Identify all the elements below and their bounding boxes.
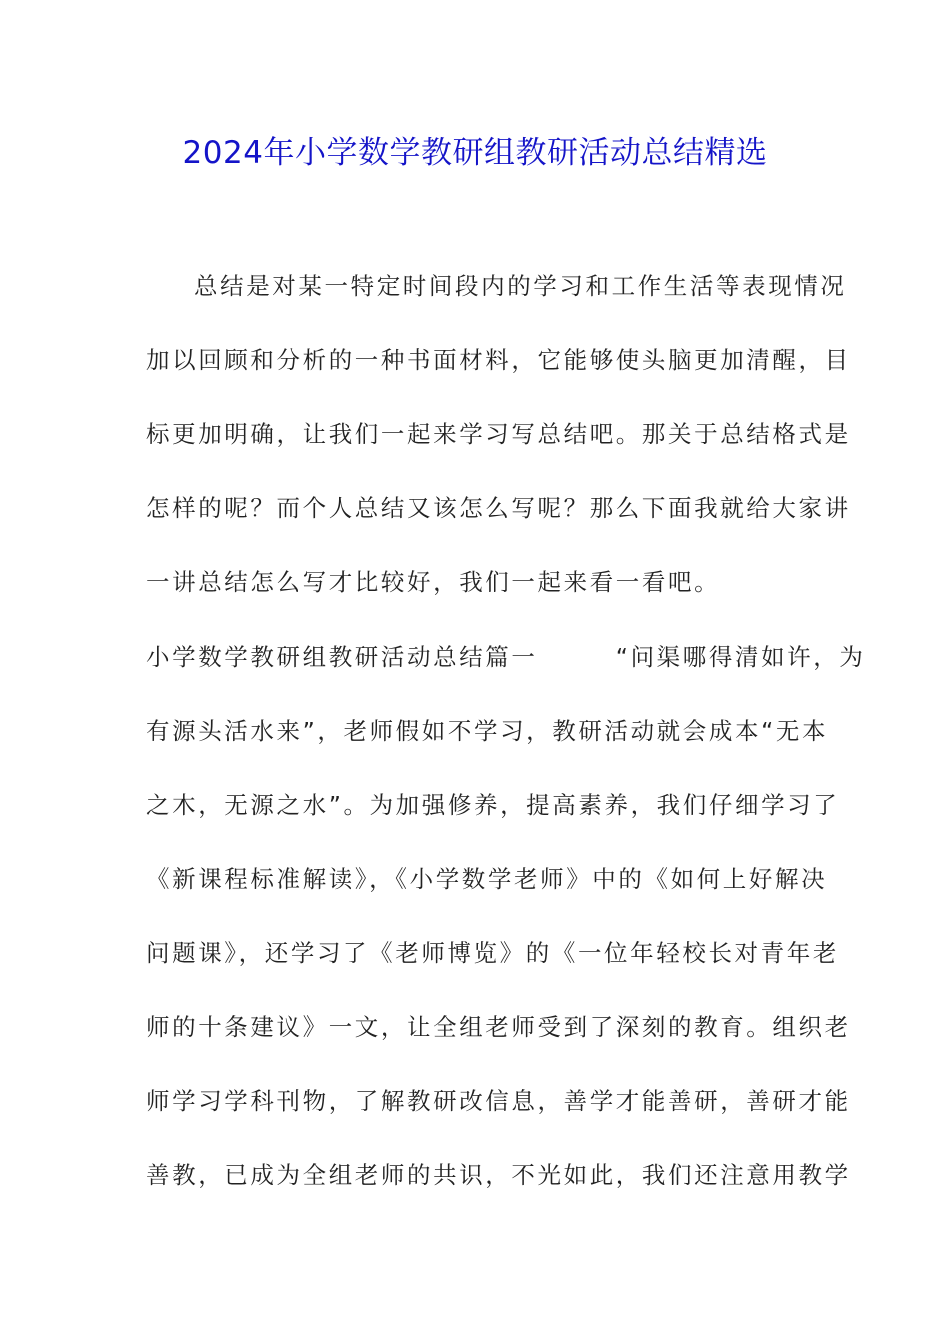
body-line-5: 一讲总结怎么写才比较好，我们一起来看一看吧。 — [146, 568, 721, 596]
body-line-9: 《新课程标准解读》，《小学数学老师》中的《如何上好解决 — [146, 865, 828, 893]
document-title: 2024年小学数学教研组教研活动总结精选 — [182, 135, 768, 171]
body-line-3: 标更加明确，让我们一起来学习写总结吧。那关于总结格式是 — [146, 420, 851, 448]
body-line-2: 加以回顾和分析的一种书面材料，它能够使头脑更加清醒，目 — [146, 346, 851, 374]
body-line-1: 总结是对某一特定时间段内的学习和工作生活等表现情况 — [194, 272, 847, 300]
body-line-12: 师学习学科刊物，了解教研改信息，善学才能善研，善研才能 — [146, 1087, 851, 1115]
body-line-7: 有源头活水来”，老师假如不学习，教研活动就会成本“无本 — [146, 717, 829, 745]
body-line-8: 之木，无源之水”。为加强修养，提高素养，我们仔细学习了 — [146, 791, 840, 819]
body-line-4: 怎样的呢？而个人总结又该怎么写呢？那么下面我就给大家讲 — [146, 494, 851, 522]
body-line-10: 问题课》，还学习了《老师博览》的《一位年轻校长对青年老 — [146, 939, 839, 967]
body-line-11: 师的十条建议》一文，让全组老师受到了深刻的教育。组织老 — [146, 1013, 851, 1041]
body-line-13: 善教，已成为全组老师的共识，不光如此，我们还注意用教学 — [146, 1161, 851, 1189]
body-line-6: 小学数学教研组教研活动总结篇一 “问渠哪得清如许，为 — [146, 643, 866, 671]
